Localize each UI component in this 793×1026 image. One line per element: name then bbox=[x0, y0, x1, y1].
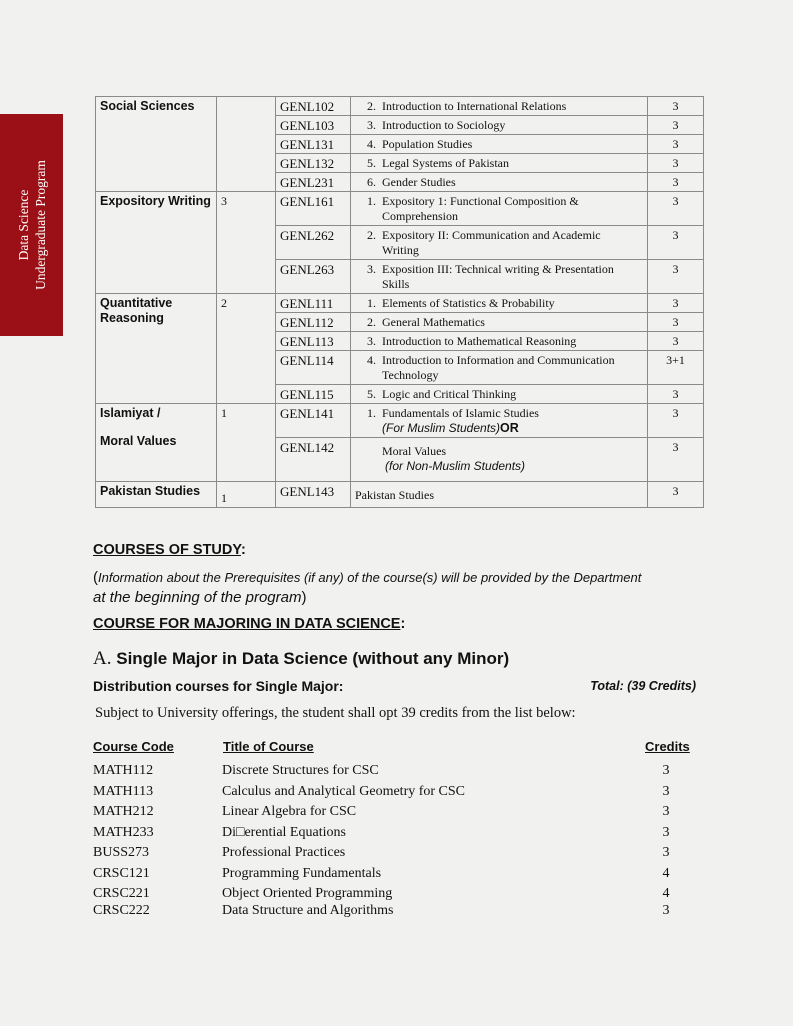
course-code: GENL262 bbox=[276, 226, 351, 260]
category-cell: Quantitative Reasoning bbox=[96, 294, 217, 404]
course-title: Introduction to Mathematical Reasoning bbox=[382, 334, 577, 348]
course-title: Introduction to Sociology bbox=[382, 118, 506, 132]
course-credits: 4 bbox=[662, 886, 670, 901]
category-credits bbox=[217, 97, 276, 192]
category-cell: Social Sciences bbox=[96, 97, 217, 192]
course-code: MATH113 bbox=[93, 783, 154, 799]
category-credits: 2 bbox=[217, 294, 276, 404]
course-credits: 3 bbox=[648, 226, 704, 260]
course-credits: 3 bbox=[662, 903, 670, 918]
course-number: 1. bbox=[367, 406, 376, 420]
course-title: Legal Systems of Pakistan bbox=[382, 156, 509, 170]
course-title: Pakistan Studies bbox=[351, 482, 648, 508]
majoring-heading: COURSE FOR MAJORING IN DATA SCIENCE: bbox=[93, 616, 406, 632]
course-code: GENL263 bbox=[276, 260, 351, 294]
course-credits: 3 bbox=[648, 438, 704, 482]
course-title: Elements of Statistics & Probability bbox=[382, 296, 555, 310]
list-item bbox=[93, 903, 703, 924]
course-title-cell bbox=[351, 226, 648, 260]
course-title-cell bbox=[351, 438, 648, 482]
course-title: Fundamentals of Islamic Studies bbox=[382, 406, 539, 420]
course-number: 2. bbox=[367, 99, 376, 113]
course-title-cell bbox=[351, 404, 648, 438]
course-number: 4. bbox=[367, 137, 376, 151]
course-code: GENL141 bbox=[276, 404, 351, 438]
course-code: GENL114 bbox=[276, 351, 351, 385]
course-code: GENL132 bbox=[276, 154, 351, 173]
course-code: GENL143 bbox=[276, 482, 351, 508]
course-number: 2. bbox=[367, 228, 376, 242]
course-title: Data Structure and Algorithms bbox=[222, 903, 394, 918]
category-cell: Pakistan Studies bbox=[96, 482, 217, 508]
course-title: General Mathematics bbox=[382, 315, 485, 329]
course-code: GENL111 bbox=[276, 294, 351, 313]
prerequisites-line1: Information about the Prerequisites (if any) of the course(s) will be provided by the Department bbox=[98, 570, 642, 585]
course-title: Gender Studies bbox=[382, 175, 456, 189]
course-number: 3. bbox=[367, 334, 376, 348]
prerequisites-line2: at the beginning of the program bbox=[93, 589, 302, 606]
course-title-header: Title of Course bbox=[223, 739, 314, 754]
course-title-cell bbox=[351, 154, 648, 173]
section-title: Single Major in Data Science (without any Minor) bbox=[116, 649, 510, 668]
credits-header: Credits bbox=[645, 739, 690, 754]
course-number: 3. bbox=[367, 262, 376, 276]
course-title: Moral Values bbox=[382, 444, 447, 458]
course-title: Logic and Critical Thinking bbox=[382, 387, 517, 401]
courses-of-study-heading: COURSES OF STUDY: bbox=[93, 542, 246, 558]
course-number: 1. bbox=[367, 194, 376, 208]
course-credits: 4 bbox=[662, 865, 670, 881]
course-title: Di□erential Equations bbox=[222, 824, 346, 840]
list-item bbox=[93, 845, 703, 866]
course-title-cell bbox=[351, 385, 648, 404]
list-item bbox=[93, 804, 703, 825]
course-credits: 3 bbox=[648, 404, 704, 438]
table-row bbox=[96, 192, 704, 226]
course-title-cell bbox=[351, 116, 648, 135]
course-credits: 3 bbox=[648, 332, 704, 351]
course-note: (for Non-Muslim Students) bbox=[385, 459, 526, 473]
table-row bbox=[96, 404, 704, 438]
category-cell bbox=[96, 404, 217, 482]
course-credits: 3 bbox=[648, 482, 704, 508]
course-code-header: Course Code bbox=[93, 739, 174, 754]
course-credits: 3+1 bbox=[648, 351, 704, 385]
course-code: GENL113 bbox=[276, 332, 351, 351]
course-credits: 3 bbox=[662, 845, 670, 860]
course-list bbox=[93, 763, 703, 924]
course-title: Calculus and Analytical Geometry for CSC bbox=[222, 783, 466, 799]
course-code: GENL103 bbox=[276, 116, 351, 135]
course-credits: 3 bbox=[648, 192, 704, 226]
side-tab-line1: Data Science bbox=[15, 189, 31, 261]
course-title: Expository II: Communication and Academic Writing bbox=[382, 228, 601, 257]
general-requirements-table bbox=[95, 96, 704, 508]
course-credits: 3 bbox=[648, 135, 704, 154]
category-credits: 3 bbox=[217, 192, 276, 294]
course-credits: 3 bbox=[662, 783, 670, 799]
course-number: 5. bbox=[367, 387, 376, 401]
side-tab bbox=[0, 114, 63, 336]
subject-note: Subject to University offerings, the student shall opt 39 credits from the list below: bbox=[95, 705, 576, 721]
list-item bbox=[93, 784, 703, 805]
distribution-total: Total: (39 Credits) bbox=[590, 679, 696, 693]
list-item bbox=[93, 866, 703, 887]
course-note: (For Muslim Students) bbox=[382, 421, 501, 435]
course-title-cell bbox=[351, 135, 648, 154]
course-title-cell bbox=[351, 97, 648, 116]
course-credits: 3 bbox=[662, 804, 670, 819]
category-cell: Expository Writing bbox=[96, 192, 217, 294]
course-code: CRSC222 bbox=[93, 903, 150, 918]
course-code: GENL102 bbox=[276, 97, 351, 116]
list-item bbox=[93, 825, 703, 846]
course-number: 1. bbox=[367, 296, 376, 310]
table-row bbox=[96, 97, 704, 116]
course-title: Introduction to International Relations bbox=[382, 99, 567, 113]
course-credits: 3 bbox=[648, 294, 704, 313]
course-credits: 3 bbox=[648, 97, 704, 116]
course-title-cell bbox=[351, 351, 648, 385]
course-code: GENL231 bbox=[276, 173, 351, 192]
course-title: Discrete Structures for CSC bbox=[222, 763, 379, 778]
side-tab-line2: Undergraduate Program bbox=[32, 160, 48, 290]
course-number: 3. bbox=[367, 118, 376, 132]
course-title: Object Oriented Programming bbox=[222, 886, 393, 901]
prerequisites-note: (Information about the Prerequisites (if any) of the course(s) will be provided by the Department at the beginning of the program) bbox=[93, 569, 642, 606]
course-number: 6. bbox=[367, 175, 376, 189]
course-credits: 3 bbox=[662, 824, 670, 840]
course-title: Introduction to Information and Communication Technology bbox=[382, 353, 615, 382]
distribution-label: Distribution courses for Single Major: bbox=[93, 678, 344, 694]
course-title: Programming Fundamentals bbox=[222, 865, 382, 881]
category-credits: 1 bbox=[217, 482, 276, 508]
course-title-cell bbox=[351, 294, 648, 313]
section-letter: A. bbox=[93, 648, 112, 669]
table-row bbox=[96, 294, 704, 313]
course-title-cell bbox=[351, 332, 648, 351]
course-title-cell bbox=[351, 260, 648, 294]
course-code: BUSS273 bbox=[93, 845, 150, 860]
course-credits: 3 bbox=[648, 173, 704, 192]
course-title: Exposition III: Technical writing & Presentation Skills bbox=[382, 262, 614, 291]
course-title-cell bbox=[351, 313, 648, 332]
course-code: GENL131 bbox=[276, 135, 351, 154]
section-a-heading bbox=[93, 648, 509, 670]
course-code: CRSC221 bbox=[93, 886, 150, 901]
course-credits: 3 bbox=[648, 116, 704, 135]
table-row bbox=[96, 482, 704, 508]
category-line: Islamiyat / bbox=[100, 406, 161, 420]
category-line: Moral Values bbox=[100, 434, 177, 448]
course-title-cell bbox=[351, 173, 648, 192]
course-credits: 3 bbox=[648, 313, 704, 332]
side-tab-label bbox=[15, 160, 49, 290]
list-item bbox=[93, 886, 703, 903]
course-title-cell bbox=[351, 192, 648, 226]
course-credits: 3 bbox=[648, 385, 704, 404]
category-credits: 1 bbox=[217, 404, 276, 482]
course-number: 2. bbox=[367, 315, 376, 329]
course-credits: 3 bbox=[648, 260, 704, 294]
course-code: CRSC121 bbox=[93, 865, 150, 881]
course-credits: 3 bbox=[662, 763, 670, 778]
course-code: MATH212 bbox=[93, 804, 154, 819]
course-code: GENL161 bbox=[276, 192, 351, 226]
course-title: Professional Practices bbox=[222, 845, 346, 860]
course-code: GENL115 bbox=[276, 385, 351, 404]
course-code: MATH233 bbox=[93, 824, 154, 840]
list-item bbox=[93, 763, 703, 784]
course-title: Expository 1: Functional Composition & Comprehension bbox=[382, 194, 579, 223]
course-number: 5. bbox=[367, 156, 376, 170]
or-label: OR bbox=[500, 421, 519, 435]
course-code: GENL142 bbox=[276, 438, 351, 482]
course-number: 4. bbox=[367, 353, 376, 367]
course-title: Linear Algebra for CSC bbox=[222, 804, 357, 819]
course-title: Population Studies bbox=[382, 137, 473, 151]
course-credits: 3 bbox=[648, 154, 704, 173]
course-code: GENL112 bbox=[276, 313, 351, 332]
course-code: MATH112 bbox=[93, 763, 154, 778]
